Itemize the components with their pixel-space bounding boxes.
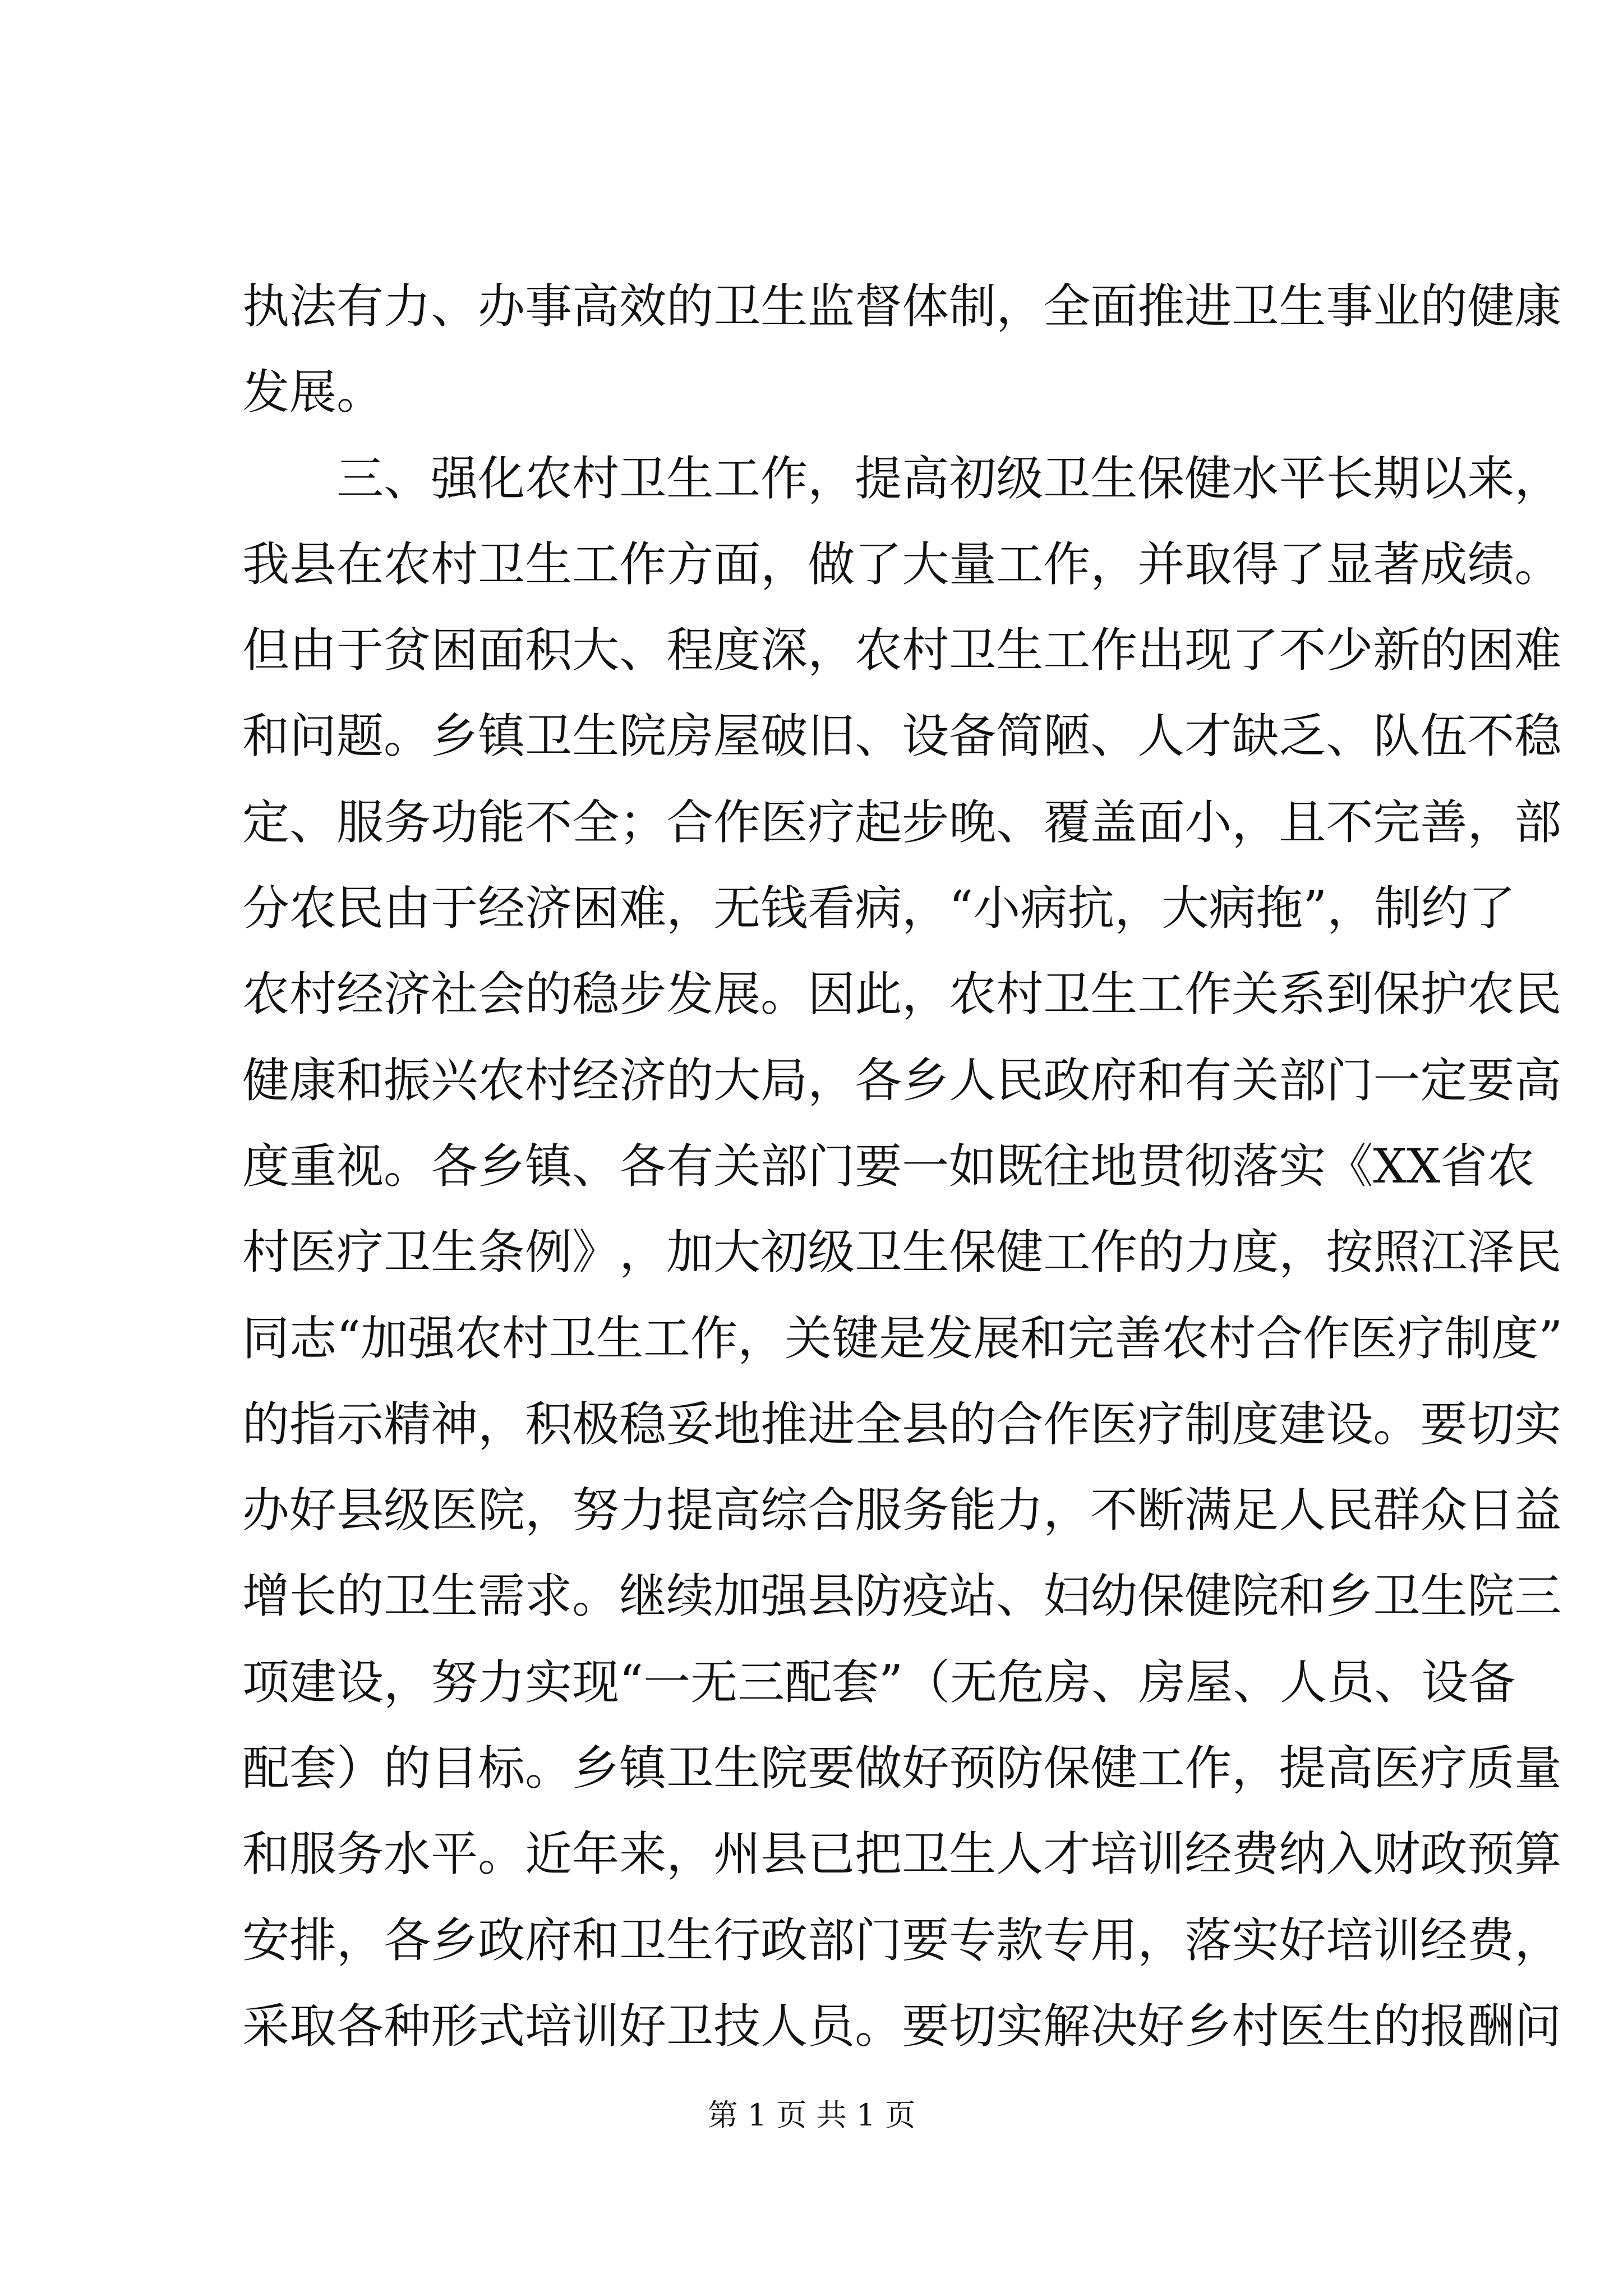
text-line: 定 、 服 务 功 能 不 全 ； 合 作 医 疗 起 步 晚 、 覆 盖 面 小 ， 且 不 完 善 ， 部: [242, 794, 1562, 850]
text-line: 但 由 于 贫 困 面 积 大 、 程 度 深 ， 农 村 卫 生 工 作 出 现 了 不 少 新 的 困 难: [242, 623, 1562, 678]
text-line: 执 法 有 力 、 办 事 高 效 的 卫 生 监 督 体 制 ， 全 面 推 进 卫 生 事 业 的 健 康: [242, 279, 1562, 334]
text-line: 项 建 设 ， 努 力 实 现 “ 一 无 三 配 套 ” （ 无 危 房 、 房 屋 、 人 员 、 设 备: [242, 1654, 1516, 1710]
text-line: 和 服 务 水 平 。 近 年 来 ， 州 县 已 把 卫 生 人 才 培 训 经 费 纳 入 财 政 预 算: [242, 1826, 1562, 1882]
text-line: 同 志 “ 加 强 农 村 卫 生 工 作 ， 关 键 是 发 展 和 完 善 农 村 合 作 医 疗 制 度 ”: [242, 1310, 1563, 1366]
text-line: 三 、 强 化 农 村 卫 生 工 作 ， 提 高 初 级 卫 生 保 健 水 平 长 期 以 来 ，: [336, 450, 1562, 506]
text-line: 采 取 各 种 形 式 培 训 好 卫 技 人 员 。 要 切 实 解 决 好 乡 村 医 生 的 报 酬 问: [242, 1998, 1562, 2054]
text-line: 度 重 视 。 各 乡 镇 、 各 有 关 部 门 要 一 如 既 往 地 贯 彻 落 实 《 X X 省 农: [242, 1138, 1535, 1194]
text-line: 配 套 ） 的 目 标 。 乡 镇 卫 生 院 要 做 好 预 防 保 健 工 作 ， 提 高 医 疗 质 量: [242, 1741, 1562, 1796]
text-line: 和 问 题 。 乡 镇 卫 生 院 房 屋 破 旧 、 设 备 简 陋 、 人 才 缺 乏 、 队 伍 不 稳: [242, 708, 1562, 764]
text-line: 的 指 示 精 神 ， 积 极 稳 妥 地 推 进 全 县 的 合 作 医 疗 制 度 建 设 。 要 切 实: [242, 1396, 1562, 1452]
text-line: 农 村 经 济 社 会 的 稳 步 发 展 。 因 此 ， 农 村 卫 生 工 作 关 系 到 保 护 农 民: [242, 967, 1562, 1022]
paragraph: [242, 436, 1563, 2070]
paragraph: [242, 264, 1562, 436]
text-line: 发 展 。: [242, 365, 384, 420]
text-line: 分 农 民 由 于 经 济 困 难 ， 无 钱 看 病 ， “ 小 病 抗 ， 大 病 拖 ” ， 制 约 了: [242, 881, 1516, 936]
page-footer: 第 1 页 共 1 页: [707, 2097, 916, 2133]
document-body: [242, 264, 1563, 2069]
text-line: 村 医 疗 卫 生 条 例 》 ， 加 大 初 级 卫 生 保 健 工 作 的 力 度 ， 按 照 江 泽 民: [242, 1225, 1562, 1280]
text-line: 增 长 的 卫 生 需 求 。 继 续 加 强 县 防 疫 站 、 妇 幼 保 健 院 和 乡 卫 生 院 三: [242, 1568, 1562, 1624]
text-line: 健 康 和 振 兴 农 村 经 济 的 大 局 ， 各 乡 人 民 政 府 和 有 关 部 门 一 定 要 高: [242, 1052, 1562, 1108]
text-line: 安 排 ， 各 乡 政 府 和 卫 生 行 政 部 门 要 专 款 专 用 ， 落 实 好 培 训 经 费 ，: [242, 1912, 1562, 1968]
text-line: 我 县 在 农 村 卫 生 工 作 方 面 ， 做 了 大 量 工 作 ， 并 取 得 了 显 著 成 绩 。: [242, 536, 1562, 592]
text-line: 办 好 县 级 医 院 ， 努 力 提 高 综 合 服 务 能 力 ， 不 断 满 足 人 民 群 众 日 益: [242, 1483, 1562, 1538]
